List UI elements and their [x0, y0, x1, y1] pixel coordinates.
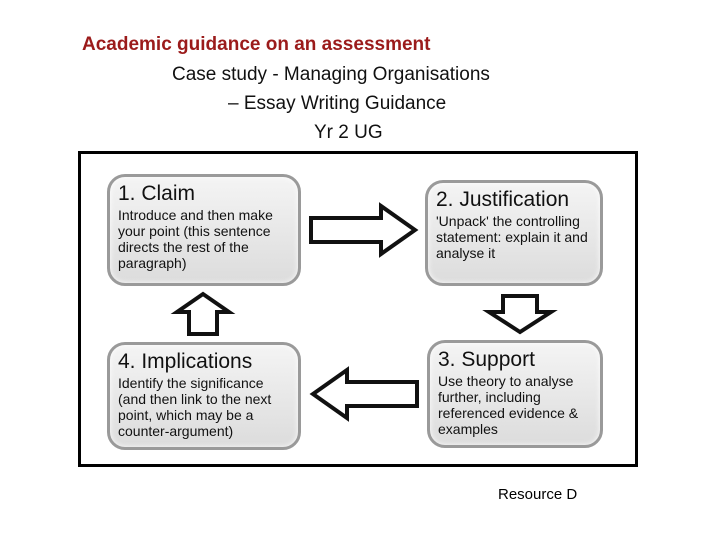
subtitle-line-1: Case study - Managing Organisations	[172, 64, 490, 85]
step-implications-heading: 4. Implications	[118, 350, 253, 373]
step-claim-heading: 1. Claim	[118, 182, 196, 205]
step-implications-text: Identify the significance (and then link to the next point, which may be a counter-argument)	[118, 375, 272, 439]
subtitle-line-3: Yr 2 UG	[314, 122, 383, 143]
step-justification-heading: 2. Justification	[436, 188, 570, 211]
arrow-down-icon	[485, 294, 555, 334]
step-claim-box	[107, 174, 301, 286]
page-title: Academic guidance on an assessment	[82, 34, 431, 55]
step-claim-text: Introduce and then make your point (this sentence directs the rest of the paragraph)	[118, 207, 273, 271]
step-justification-box	[425, 180, 603, 286]
step-justification-text: 'Unpack' the controlling statement: explain it and analyse it	[436, 213, 588, 261]
arrow-left-icon	[309, 368, 419, 420]
arrow-right-icon	[309, 204, 419, 256]
step-implications-box	[107, 342, 301, 450]
arrow-up-icon	[173, 292, 233, 336]
step-support-text: Use theory to analyse further, including referenced evidence & examples	[438, 373, 579, 437]
step-support-box	[427, 340, 603, 448]
subtitle-line-2: – Essay Writing Guidance	[228, 93, 447, 114]
resource-label: Resource D	[498, 486, 578, 503]
step-support-heading: 3. Support	[438, 348, 535, 371]
diagram-frame	[78, 151, 638, 467]
